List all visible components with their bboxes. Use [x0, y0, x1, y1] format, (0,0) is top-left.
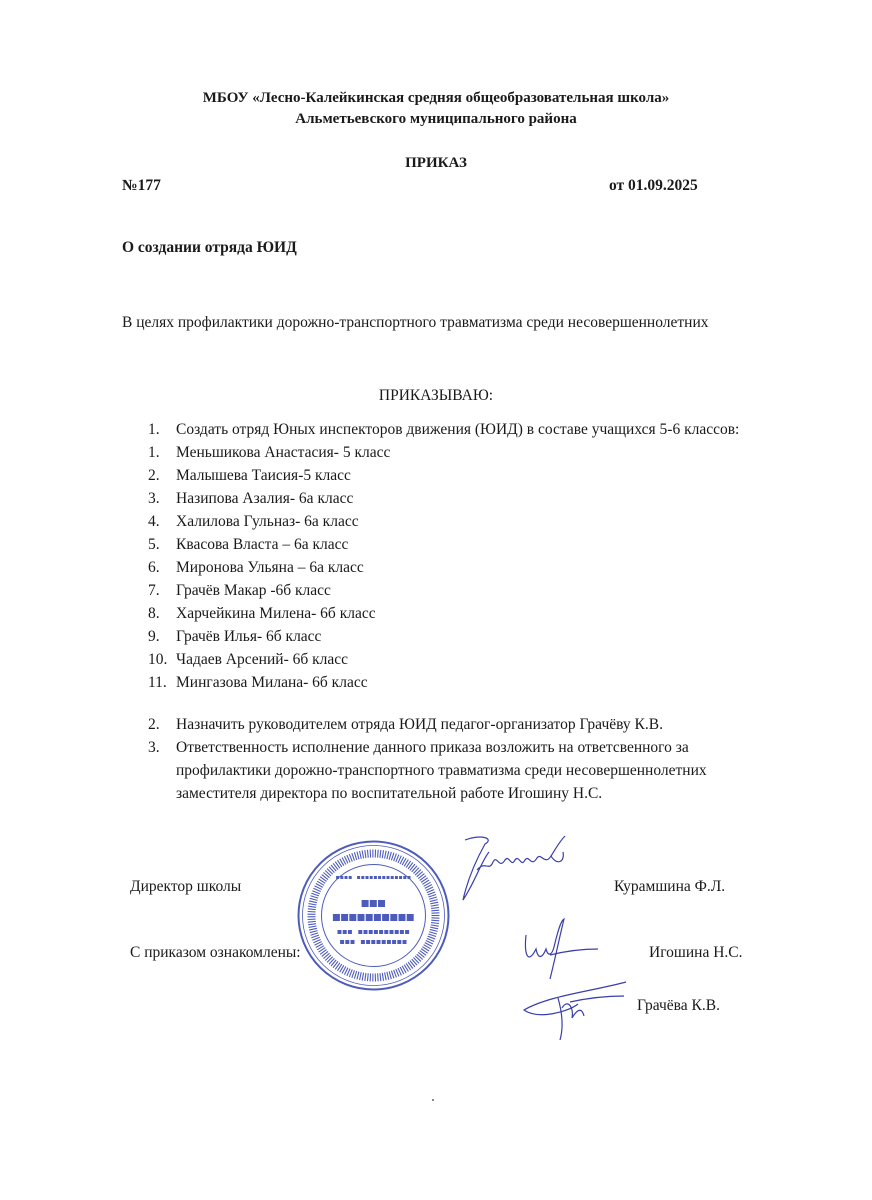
stamp-ring-glyph — [428, 894, 436, 897]
stamp-glyph — [371, 940, 375, 944]
stamp-glyph — [361, 940, 365, 944]
stamp-ring-glyph — [308, 906, 316, 907]
stamp-ring-glyph — [367, 973, 368, 981]
stamp-glyph — [374, 930, 378, 934]
stamp-ring-glyph — [308, 921, 316, 922]
stamp-glyph — [345, 876, 348, 879]
stamp-ring-glyph — [311, 893, 319, 896]
stamp-ring-glyph — [387, 851, 389, 859]
stamp-glyph — [382, 876, 385, 879]
stamp-ring-glyph — [428, 936, 435, 939]
stamp-glyph — [403, 876, 406, 879]
stamp-ring-glyph — [391, 853, 393, 861]
stamp-ring-glyph — [362, 973, 363, 981]
stamp-ring-glyph — [311, 933, 319, 935]
stamp-glyph — [340, 876, 343, 879]
stamp-glyph — [370, 876, 373, 879]
scan-dot — [432, 1099, 434, 1101]
stamp-glyph — [390, 914, 397, 921]
stamp-glyph — [408, 876, 411, 879]
director-name: Курамшина Ф.Л. — [614, 878, 726, 895]
stamp-ring-glyph — [394, 854, 397, 862]
director-label: Директор школы — [130, 878, 242, 895]
stamp-ring-glyph — [367, 850, 368, 858]
stamp-glyph — [378, 876, 381, 879]
list-item: 4. Халилова Гульназ- 6а класс — [148, 513, 359, 530]
stamp-glyph — [400, 930, 404, 934]
stamp-seal-icon — [296, 838, 451, 993]
stamp-glyph — [338, 930, 342, 934]
stamp-glyph — [382, 914, 389, 921]
order-title: ПРИКАЗ — [405, 155, 467, 171]
stamp-ring-glyph — [429, 932, 437, 934]
stamp-ring-glyph — [382, 850, 383, 858]
stamp-glyph — [366, 914, 373, 921]
stamp-inner-ring — [303, 846, 445, 986]
stamp-ring-glyph — [428, 934, 436, 937]
org-name-line2: Альметьевского муниципального района — [295, 111, 577, 127]
stamp-ring-glyph — [428, 892, 435, 895]
stamp-ring-glyph — [431, 907, 439, 908]
order-items-more — [148, 713, 707, 805]
stamp-glyph — [340, 940, 344, 944]
stamp-ring-glyph — [352, 853, 355, 861]
stamp-ring-glyph — [354, 852, 356, 860]
stamp-glyph — [397, 940, 401, 944]
stamp-ring-glyph — [430, 900, 438, 902]
stamp-ring-glyph — [431, 910, 439, 911]
stamp-glyph — [366, 876, 369, 879]
org-name-line1: МБОУ «Лесно-Калейкинская средняя общеобразовательная школа» — [202, 90, 670, 106]
stamp-ring-glyph — [308, 924, 316, 925]
stamp-glyph — [395, 876, 398, 879]
stamp-glyph — [405, 930, 409, 934]
stamp-glyph — [378, 900, 385, 907]
directive-heading: ПРИКАЗЫВАЮ: — [378, 387, 494, 404]
stamp-glyph — [348, 930, 352, 934]
stamp-ring-glyph — [429, 897, 437, 899]
stamp-ring-glyph — [309, 926, 317, 927]
stamp-ring-glyph — [365, 973, 366, 981]
stamp-ring-glyph — [311, 935, 319, 938]
list-item: 11. Мингазова Милана- 6б класс — [148, 674, 368, 691]
stamp-ring-glyph — [357, 852, 359, 860]
stamp-ring-glyph — [365, 850, 366, 858]
stamp-glyph — [366, 940, 370, 944]
stamp-ring-glyph — [430, 929, 438, 931]
stamp-ring-glyph — [308, 909, 316, 910]
order-date: от 01.09.2025 — [609, 177, 698, 194]
list-item: 7. Грачёв Макар -6б класс — [148, 582, 331, 599]
stamp-glyph — [382, 940, 386, 944]
stamp-glyph — [341, 914, 348, 921]
stamp-ring-glyph — [391, 971, 393, 979]
acquainted-label: С приказом ознакомлены: — [130, 944, 301, 961]
stamp-glyph — [349, 876, 352, 879]
stamp-glyph — [351, 940, 355, 944]
list-item: 3. Назипова Азалия- 6а класс — [148, 490, 354, 507]
order-subject: О создании отряда ЮИД — [122, 239, 297, 256]
stamp-ring-glyph — [352, 970, 355, 978]
list-item: 5. Квасова Власта – 6а класс — [148, 536, 349, 553]
stamp-ring-glyph — [354, 971, 356, 979]
stamp-ring-glyph — [362, 850, 363, 858]
stamp-ring-glyph — [431, 905, 439, 906]
list-item: 6. Миронова Ульяна – 6а класс — [148, 559, 364, 576]
stamp-glyph — [349, 914, 356, 921]
stamp-glyph — [403, 940, 407, 944]
stamp-ring-glyph — [385, 972, 387, 980]
stamp-glyph — [395, 930, 399, 934]
stamp-glyph — [345, 940, 349, 944]
stamp-glyph — [399, 914, 406, 921]
official-stamp — [296, 838, 451, 993]
stamp-ring-glyph — [310, 931, 318, 933]
stamp-glyph — [333, 914, 340, 921]
stamp-ring-glyph — [431, 920, 439, 921]
stamp-glyph — [370, 900, 377, 907]
preamble: В целях профилактики дорожно-транспортного травматизма среди несовершеннолетних — [122, 314, 709, 331]
order-item-1 — [148, 418, 739, 441]
stamp-glyph — [358, 930, 362, 934]
stamp-ring-glyph — [309, 904, 317, 905]
stamp-glyph — [387, 940, 391, 944]
list-item: 9. Грачёв Илья- 6б класс — [148, 628, 322, 645]
list-item: 2. Малышева Таисия-5 класс — [148, 467, 351, 484]
list-item: 10. Чадаев Арсений- 6б класс — [148, 651, 349, 668]
stamp-glyph — [387, 876, 390, 879]
stamp-ring-glyph — [431, 923, 439, 924]
stamp-ring-glyph — [357, 972, 359, 980]
stamp-glyph — [377, 940, 381, 944]
stamp-ring-glyph — [387, 972, 389, 980]
order-number: №177 — [122, 177, 161, 194]
director-signature-icon — [455, 832, 585, 912]
stamp-glyph — [361, 876, 364, 879]
stamp-glyph — [392, 940, 396, 944]
acquainted-name-2: Грачёва К.В. — [637, 997, 720, 1014]
stamp-glyph — [391, 876, 394, 879]
stamp-ring-glyph — [382, 973, 383, 981]
stamp-ring-glyph — [430, 902, 438, 904]
stamp-glyph — [374, 876, 377, 879]
stamp-glyph — [374, 914, 381, 921]
stamp-ring-glyph — [378, 973, 379, 981]
stamp-glyph — [379, 930, 383, 934]
stamp-ring-glyph — [380, 850, 381, 858]
stamp-ring-glyph — [309, 928, 317, 930]
list-item: 1. Создать отряд Юных инспекторов движения (ЮИД) в составе учащихся 5-6 классов: — [148, 421, 740, 438]
member-list — [148, 441, 390, 694]
list-item: 1. Меньшикова Анастасия- 5 класс — [148, 444, 391, 461]
stamp-glyph — [390, 930, 394, 934]
stamp-ring-glyph — [310, 898, 318, 900]
stamp-glyph — [364, 930, 368, 934]
stamp-glyph — [369, 930, 373, 934]
stamp-ring-glyph — [380, 973, 381, 981]
list-item: 8. Харчейкина Милена- 6б класс — [148, 605, 376, 622]
stamp-ring-glyph — [385, 851, 387, 859]
stamp-ring-glyph — [360, 972, 362, 980]
stamp-glyph — [357, 876, 360, 879]
stamp-ring-glyph — [378, 850, 379, 858]
stamp-glyph — [362, 900, 369, 907]
list-item: 2. Назначить руководителем отряда ЮИД педагог-организатор Грачёву К.В. — [148, 716, 663, 733]
stamp-ring-glyph — [389, 971, 391, 979]
stamp-ring-glyph — [360, 851, 362, 859]
stamp-glyph — [384, 930, 388, 934]
stamp-ring-glyph — [394, 970, 397, 978]
stamp-glyph — [343, 930, 347, 934]
stamp-ring-glyph — [311, 896, 319, 898]
stamp-ring-glyph — [430, 927, 438, 929]
stamp-glyph — [399, 876, 402, 879]
gracheva-signature-icon — [518, 978, 628, 1048]
stamp-ring-glyph — [389, 852, 391, 860]
stamp-ring-glyph — [309, 901, 317, 903]
stamp-glyph — [407, 914, 414, 921]
stamp-glyph — [336, 876, 339, 879]
stamp-ring-glyph — [431, 925, 439, 926]
acquainted-name-1: Игошина Н.С. — [649, 944, 743, 961]
stamp-glyph — [358, 914, 365, 921]
list-item: 3. Ответственность исполнение данного приказа возложить на ответсвенного за профилактики дорожно-транспортного травматизма среди несовершеннолетних заместителя директора по воспитательной работе Игошину Н.С. — [148, 739, 707, 802]
